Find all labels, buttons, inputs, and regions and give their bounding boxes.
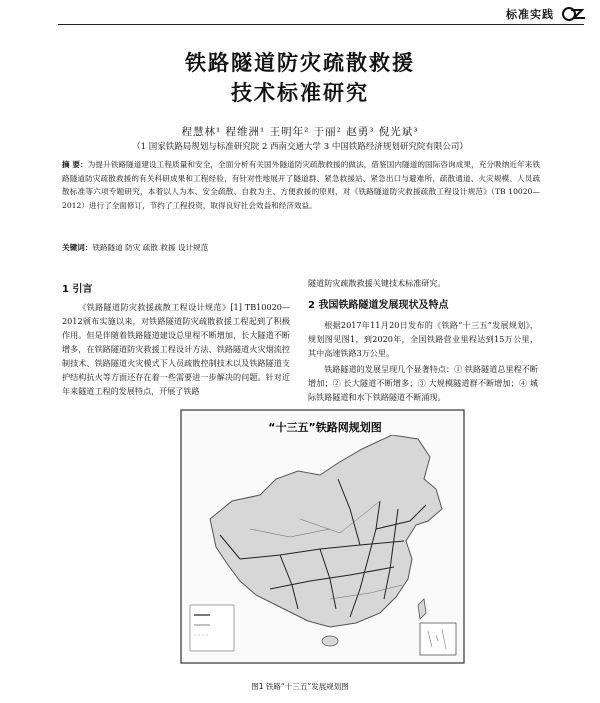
figure-caption: 图1 铁路“十三五”发展规划图 xyxy=(251,682,349,691)
header-rule xyxy=(58,24,584,25)
railway-map-figure xyxy=(180,409,465,664)
author-list: 程慧林¹ 程维洲¹ 王明年² 于丽² 赵勇³ 倪光斌³ xyxy=(181,126,419,138)
title-line-2: 技术标准研究 xyxy=(231,81,369,105)
title-line-1: 铁路隧道防灾疏散救援 xyxy=(185,51,415,75)
journal-logo-icon xyxy=(560,7,586,21)
section-1-heading: 1 引言 xyxy=(62,284,93,295)
abstract-label: 摘 要： xyxy=(62,160,88,169)
railway-map-graphic xyxy=(180,409,465,664)
keywords-label: 关键词： xyxy=(62,243,93,252)
section-2-heading: 2 我国铁路隧道发展现状及特点 xyxy=(308,300,449,311)
abstract xyxy=(62,158,540,212)
keywords-text: 铁路隧道 防灾 疏散 救援 设计规范 xyxy=(92,243,209,252)
affiliations: （1 国家铁路局规划与标准研究院 2 西南交通大学 3 中国铁路经济规划研究院有限公司） xyxy=(132,142,468,152)
abstract-text: 为提升铁路隧道建设工程质量和安全，全面分析有关国外隧道防灾疏散救援的做法，借鉴国内隧道的国际咨询成果，充分吸纳近年来铁路隧道防灾疏散救援的有关科研成果和工程经验，有针对性地展开了隧道群、紧急救援站、紧急出口与避难所、疏散通道、火灾规模、人员疏散标准等六项专题研究，本着以人为本、安全疏散、自救为主、方便救援的原则，对《铁路隧道防灾救援疏散工程设计规范》（TB 10020—2012）进行了全面修订，节约了工程投资，取得良好社会效益和经济效益。 xyxy=(62,160,540,210)
journal-header xyxy=(506,6,586,22)
section-2-paragraph-2: 铁路隧道的发展呈现几个显著特点：① 铁路隧道总里程不断增加；② 长大隧道不断增多；③ 大规模隧道群不断增加；④ 城际铁路隧道和水下铁路隧道不断涌现。 xyxy=(308,364,538,402)
map-island-hainan xyxy=(322,636,338,646)
journal-section-label: 标准实践 xyxy=(506,8,554,21)
section-2-paragraph-1: 根据2017年11月20日发布的《铁路“十三五”发展规划》，规划图见图1，到2020年，全国铁路营业里程达到15万公里，其中高速铁路3万公里。 xyxy=(308,320,538,358)
map-title: “十三五”铁路网规划图 xyxy=(268,421,382,434)
map-inset-box xyxy=(420,623,456,655)
left-continuation: 隧道防灾疏散救援关键技术标准研究。 xyxy=(308,278,446,288)
map-legend xyxy=(190,605,234,651)
section-1-paragraph: 《铁路隧道防灾救援疏散工程设计规范》[1] TB10020—2012颁布实施以来，对铁路隧道防灾疏散救援工程起到了积极作用。但是伴随着铁路隧道建设总里程不断增加，长大隧道不断增多，在铁路隧道防灾救援工程设计方法、铁路隧道火灾烟流控制技术、铁路隧道火灾模式下人员疏散控制技术以及铁路隧道支护结构抗火等方面还存在着一些需要进一步解决的问题。针对近年来隧道工程的发展特点，开展了铁路 xyxy=(62,302,290,396)
paper-title xyxy=(0,48,600,108)
keywords xyxy=(62,242,540,253)
